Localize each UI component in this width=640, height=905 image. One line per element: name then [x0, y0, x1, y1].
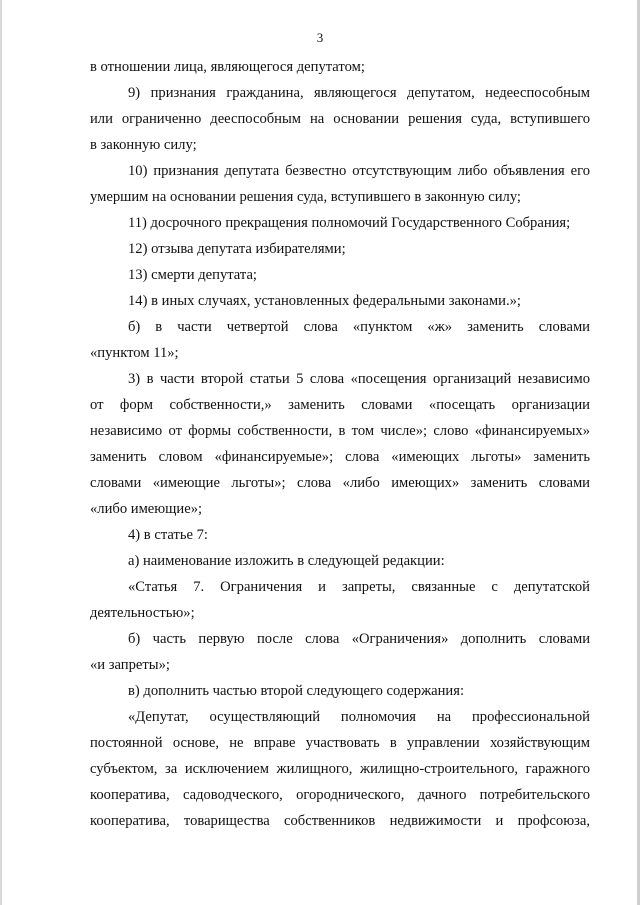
text-line: 13) смерти депутата;: [128, 267, 257, 283]
text-line: 4) в статье 7:: [128, 527, 208, 543]
text-line: от форм собственности,» заменить словами «посещать организации: [90, 397, 590, 413]
text-line: «либо имеющие»;: [90, 501, 203, 517]
text-line: независимо от формы собственности, в том числе»; слово «финансируемых»: [90, 423, 590, 439]
text-line: 14) в иных случаях, установленных федеральными законами.»;: [128, 293, 521, 309]
text-line: 3) в части второй статьи 5 слова «посещения организаций независимо: [128, 371, 590, 387]
text-line: «и запреты»;: [90, 657, 170, 673]
text-line: 10) признания депутата безвестно отсутствующим либо объявления его: [128, 163, 590, 179]
document-body: [90, 54, 590, 834]
text-line: в) дополнить частью второй следующего содержания:: [128, 683, 465, 699]
text-line: или ограниченно дееспособным на основании решения суда, вступившего: [90, 111, 590, 127]
text-line: «пунктом 11»;: [90, 345, 179, 361]
text-line: словами «имеющие льготы»; слова «либо имеющих» заменить словами: [90, 475, 590, 491]
text-line: 12) отзыва депутата избирателями;: [128, 241, 346, 257]
text-line: 11) досрочного прекращения полномочий Государственного Собрания;: [128, 215, 571, 231]
text-line: «Депутат, осуществляющий полномочия на профессиональной: [128, 709, 590, 725]
text-line: умершим на основании решения суда, вступившего в законную силу;: [90, 189, 521, 205]
text-line: кооператива, товарищества собственников недвижимости и профсоюза,: [90, 813, 590, 829]
text-line: а) наименование изложить в следующей редакции:: [128, 553, 445, 569]
text-line: кооператива, садоводческого, огороднического, дачного потребительского: [90, 787, 590, 803]
text-line: б) часть первую после слова «Ограничения» дополнить словами: [128, 631, 590, 647]
page-left-edge: [0, 0, 2, 905]
page-number: 3: [316, 30, 324, 45]
text-line: в законную силу;: [90, 137, 197, 153]
text-line: субъектом, за исключением жилищного, жилищно-строительного, гаражного: [90, 761, 590, 777]
text-line: б) в части четвертой слова «пунктом «ж» заменить словами: [128, 319, 590, 335]
text-line: 9) признания гражданина, являющегося депутатом, недееспособным: [128, 85, 590, 101]
text-line: «Статья 7. Ограничения и запреты, связанные с депутатской: [128, 579, 590, 595]
text-line: деятельностью»;: [90, 605, 195, 621]
text-line: заменить словом «финансируемые»; слова «имеющих льготы» заменить: [90, 449, 590, 465]
text-line: постоянной основе, не вправе участвовать в управлении хозяйствующим: [90, 735, 590, 751]
text-line: в отношении лица, являющегося депутатом;: [90, 59, 365, 75]
